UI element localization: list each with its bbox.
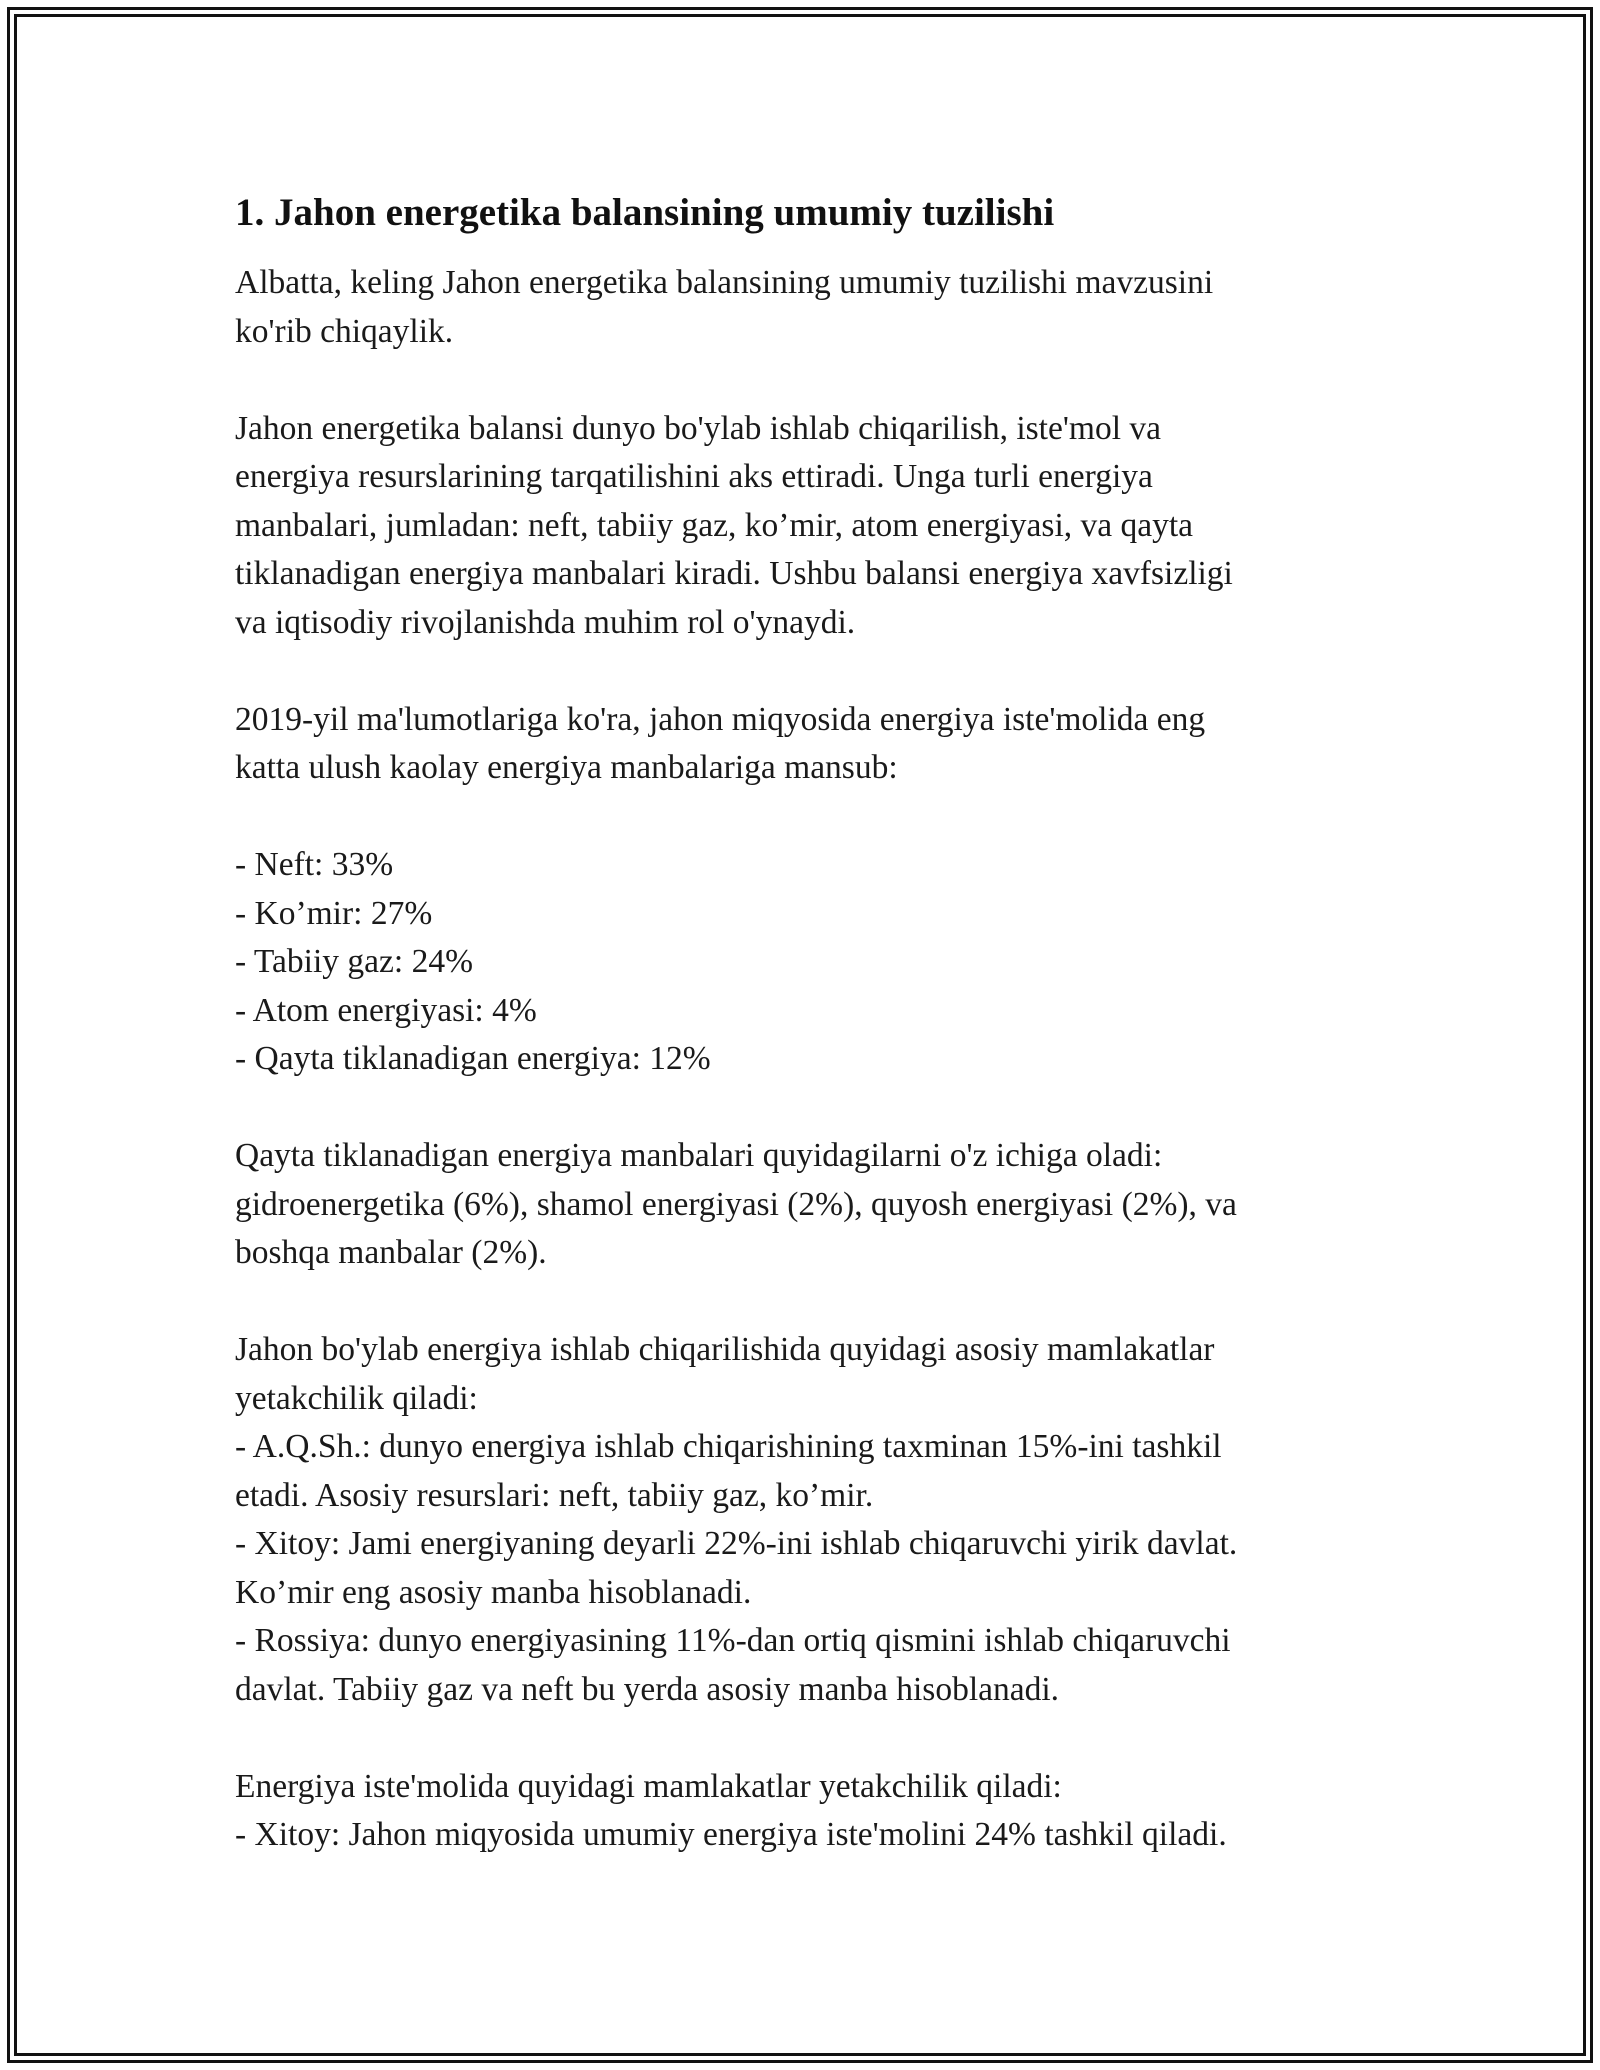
text-line: - Rossiya: dunyo energiyasining 11%-dan ortiq qismini ishlab chiqaruvchi (235, 1622, 1231, 1659)
text-line: Qayta tiklanadigan energiya manbalari quyidagilarni o'z ichiga oladi: (235, 1137, 1163, 1174)
document-body (235, 185, 1385, 1908)
text-line: ko'rib chiqaylik. (235, 312, 454, 350)
text-line: Jahon bo'ylab energiya ishlab chiqarilishida quyidagi asosiy mamlakatlar (235, 1331, 1215, 1368)
text-line: katta ulush kaolay energiya manbalariga mansub: (235, 749, 898, 786)
paragraph (235, 405, 1385, 648)
paragraph (235, 841, 1385, 1084)
text-line: manbalari, jumladan: neft, tabiiy gaz, ko’mir, atom energiyasi, va qayta (235, 506, 1194, 544)
text-line: - Ko’mir: 27% (235, 894, 433, 932)
paragraph (235, 1326, 1385, 1714)
text-line: Jahon energetika balansi dunyo bo'ylab ishlab chiqarilish, iste'mol va (235, 409, 1161, 447)
text-line: tiklanadigan energiya manbalari kiradi. Ushbu balansi energiya xavfsizligi (235, 555, 1233, 592)
text-line: - Tabiiy gaz: 24% (235, 943, 473, 980)
text-line: Albatta, keling Jahon energetika balansining umumiy tuzilishi mavzusini (235, 264, 1214, 301)
text-line: - Xitoy: Jahon miqyosida umumiy energiya iste'molini 24% tashkil qiladi. (235, 1816, 1227, 1853)
paragraph (235, 1763, 1385, 1860)
text-line: - Qayta tiklanadigan energiya: 12% (235, 1040, 711, 1077)
text-line: Ko’mir eng asosiy manba hisoblanadi. (235, 1573, 752, 1611)
text-line: gidroenergetika (6%), shamol energiyasi (2%), quyosh energiyasi (2%), va (235, 1185, 1237, 1223)
text-line: va iqtisodiy rivojlanishda muhim rol o'ynaydi. (235, 603, 856, 641)
text-line: boshqa manbalar (2%). (235, 1234, 547, 1271)
paragraph (235, 696, 1385, 793)
text-line: - Neft: 33% (235, 846, 394, 883)
text-line: etadi. Asosiy resurslari: neft, tabiiy gaz, ko’mir. (235, 1476, 874, 1514)
text-line: davlat. Tabiiy gaz va neft bu yerda asosiy manba hisoblanadi. (235, 1670, 1060, 1708)
text-line: - A.Q.Sh.: dunyo energiya ishlab chiqarishining taxminan 15%-ini tashkil (235, 1428, 1222, 1465)
text-line: - Atom energiyasi: 4% (235, 991, 537, 1029)
text-line: energiya resurslarining tarqatilishini aks ettiradi. Unga turli energiya (235, 458, 1153, 495)
text-line: - Xitoy: Jami energiyaning deyarli 22%-ini ishlab chiqaruvchi yirik davlat. (235, 1525, 1238, 1562)
paragraph-list (235, 259, 1385, 1860)
paragraph (235, 259, 1385, 356)
text-line: 2019-yil ma'lumotlariga ko'ra, jahon miqyosida energiya iste'molida eng (235, 700, 1206, 738)
text-line: yetakchilik qiladi: (235, 1379, 478, 1417)
paragraph (235, 1132, 1385, 1278)
text-line: Energiya iste'molida quyidagi mamlakatlar yetakchilik qiladi: (235, 1767, 1062, 1805)
page-title: 1. Jahon energetika balansining umumiy tuzilishi (235, 191, 1055, 234)
